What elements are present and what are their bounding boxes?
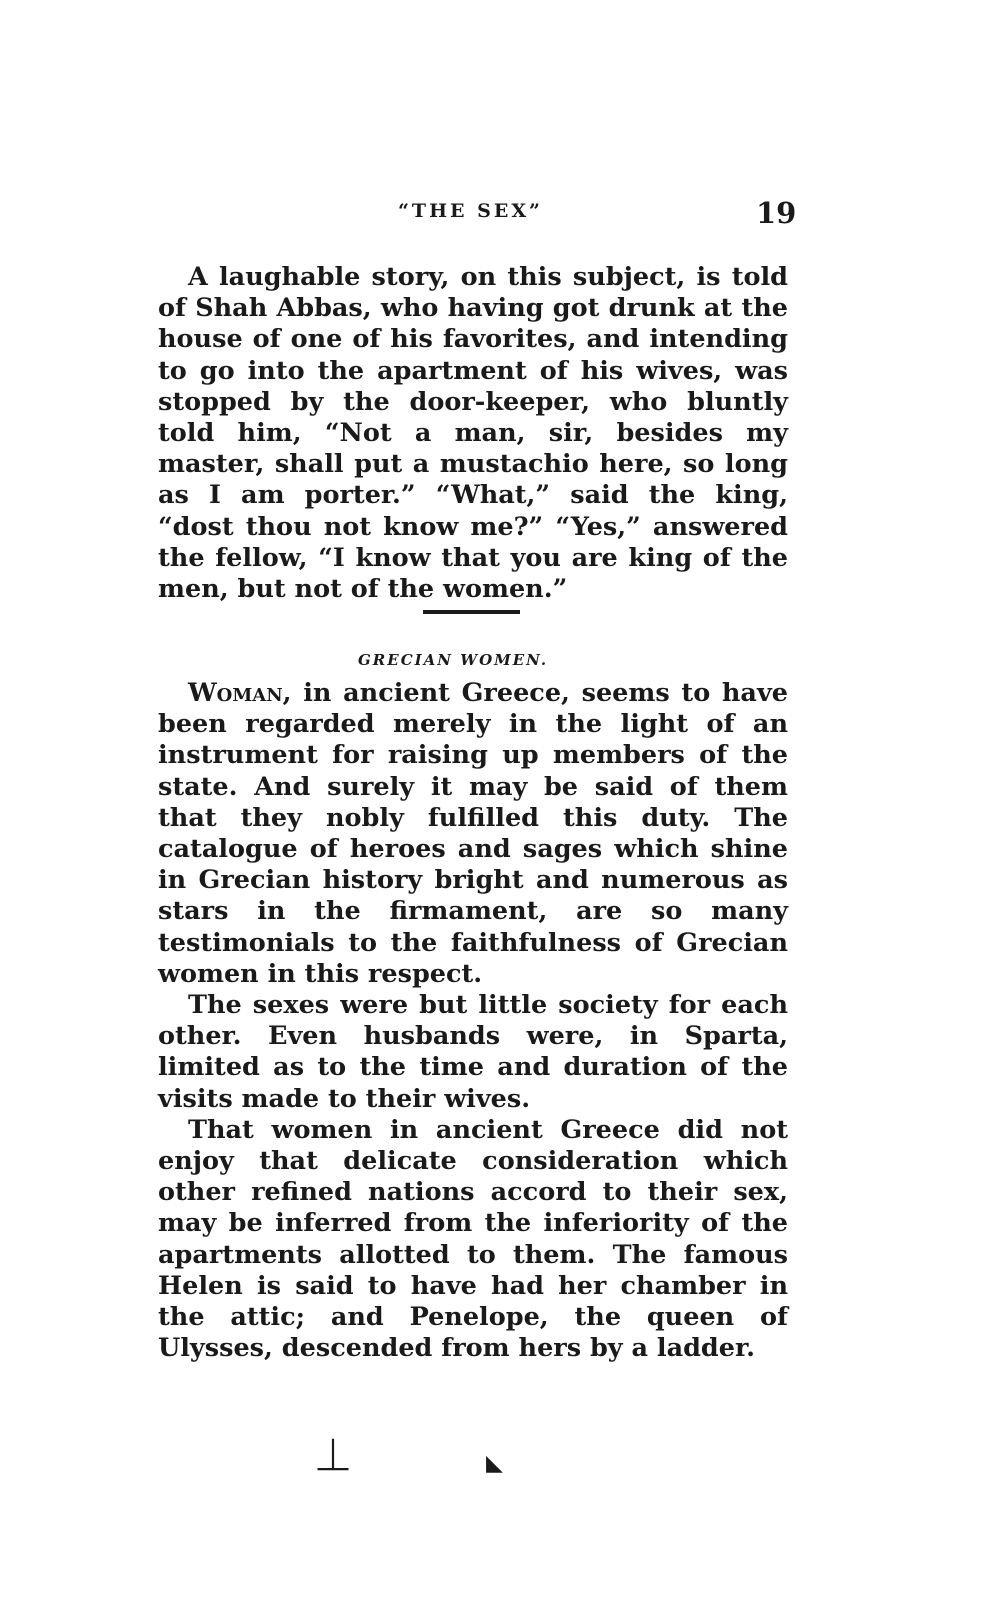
lead-word: Woman [188,678,283,708]
section-paragraph-3: That women in ancient Greece did not enjoy that delicate consideration which other refined nations accord to their sex, may be inferred from the inferiority of the apartments allotted to them. The famous Helen is said to have had her chamber in the attic; and Penelope, the queen of Ulysses, descended from hers by a ladder. [158,1114,788,1364]
section-paragraph-1-text: , in ancient Greece, seems to have been regarded merely in the light of an instrument for raising up members of the state. And surely it may be said of them that they nobly fulfilled this duty. The catalogue of heroes and sages which shine in Grecian history bright and numerous as stars in the firmament, are so many testimonials to the faithfulness of Grecian women in this respect. [158,678,788,989]
page-number: 19 [756,196,797,230]
running-title: “THE SEX” [398,200,543,222]
printer-mark-left-icon: ⏊ [318,1439,348,1474]
section-heading: GRECIAN WOMEN. [358,651,549,669]
anecdote-paragraph: A laughable story, on this subject, is told of Shah Abbas, who having got drunk at the house of one of his favorites, and intending to go into the apartment of his wives, was stopped by the door-keeper, who bluntly told him, “Not a man, sir, besides my master, shall put a mustachio here, so long as I am porter.” “What,” said the king, “dost thou not know me?” “Yes,” answered the fellow, “I know that you are king of the men, but not of the women.” [158,262,788,605]
section-divider-rule [423,610,520,614]
anecdote-block [158,262,788,605]
printer-mark-right-icon: ◣ [486,1450,503,1476]
section-paragraph-2: The sexes were but little society for each other. Even husbands were, in Sparta, limited as to the time and duration of the visits made to their wives. [158,990,788,1114]
grecian-women-section [158,678,788,1364]
section-paragraph-1 [158,678,788,990]
